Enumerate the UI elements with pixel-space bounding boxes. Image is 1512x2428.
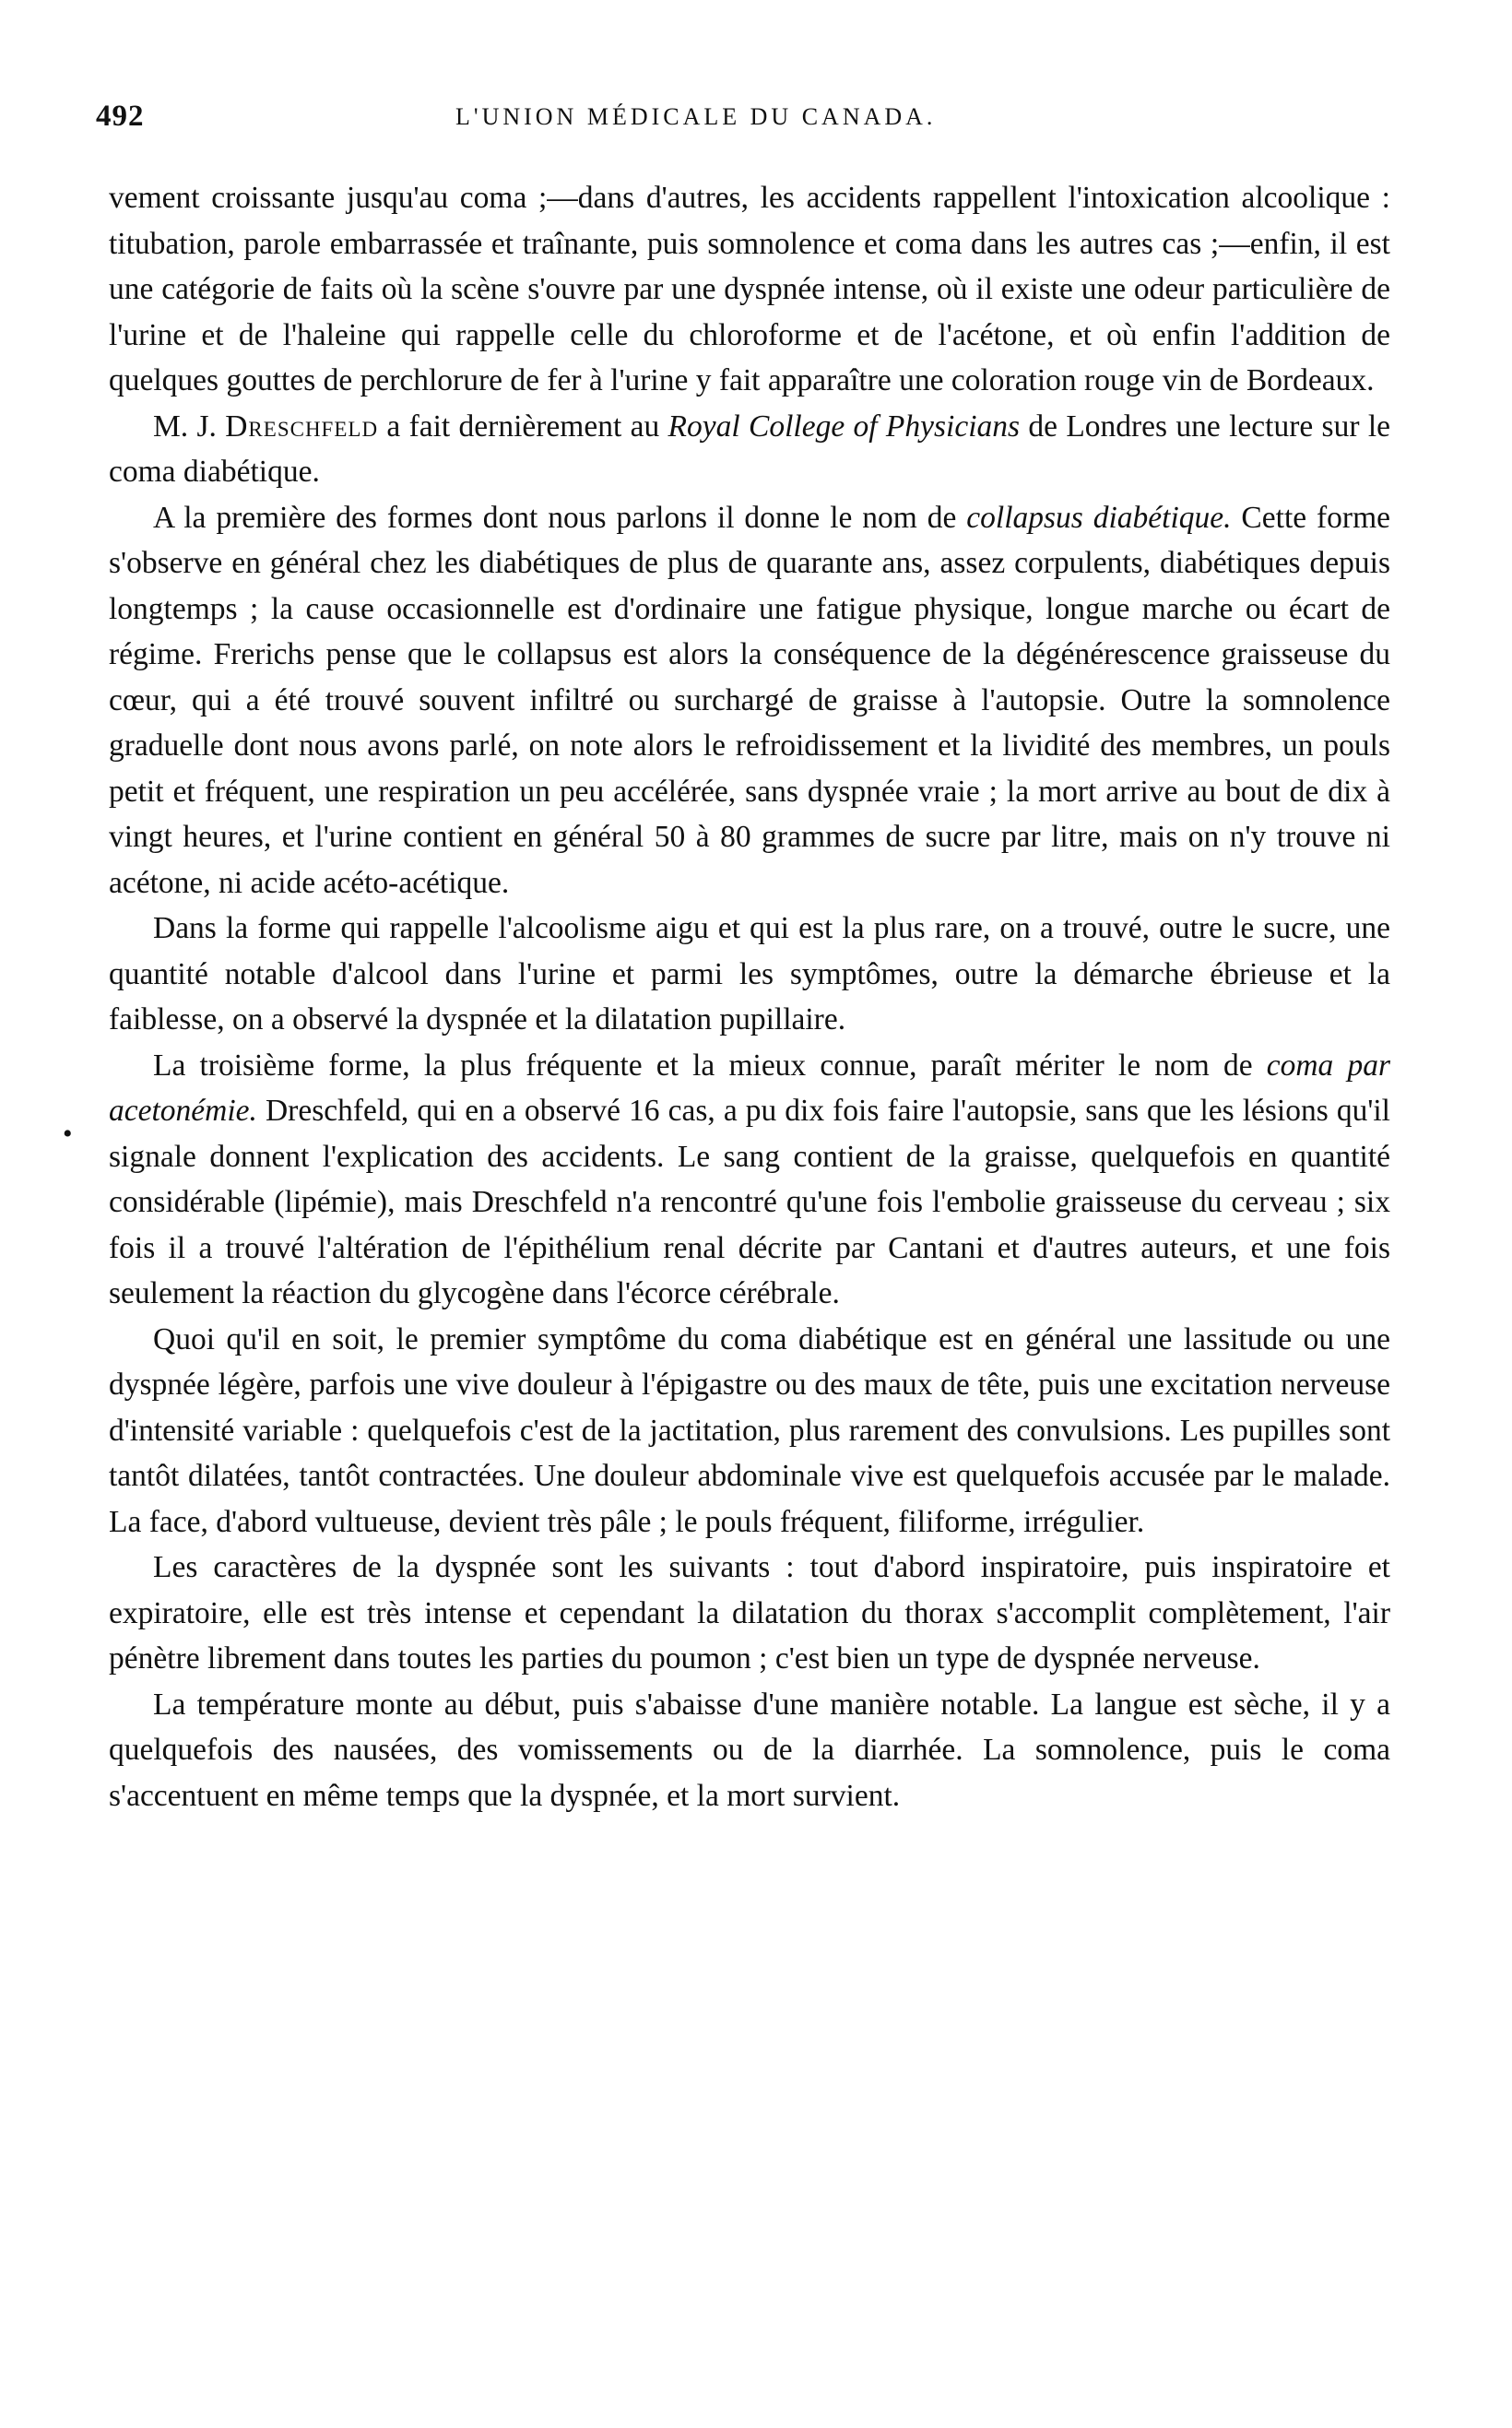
- body-text: [109, 175, 1390, 1818]
- term-acetonemie: coma par acetonémie.: [109, 1048, 1390, 1128]
- paragraph-text: Quoi qu'il en soit, le premier symptôme du coma diabétique est en général une lassitude ou une dyspnée légère, parfois une vive douleur à l'épigastre ou des maux de tête, puis une excitation nerveuse d'intensité variable : quelquefois c'est de la jactitation, plus rarement des convulsions. Les pupilles sont tantôt dilatées, tantôt contractées. Une douleur abdominale vive est quelquefois accusée par le malade. La face, d'abord vultueuse, devient très pâle ; le pouls fréquent, filiforme, irrégulier.: [109, 1321, 1390, 1539]
- paragraph-text: Dreschfeld, qui en a observé 16 cas, a pu dix fois faire l'autopsie, sans que les lésions qu'il signale donnent l'explication des accidents. Le sang contient de la graisse, quelquefois en quantité considérable (lipémie), mais Dreschfeld n'a rencontré qu'une fois l'embolie graisseuse du cerveau ; six fois il a trouvé l'altération de l'épithélium renal décrite par Cantani et d'autres auteurs, et une fois seulement la réaction du glycogène dans l'écorce cérébrale.: [109, 1094, 1390, 1310]
- margin-dot-mark: •: [63, 1119, 73, 1149]
- paragraph-text: Cette forme s'observe en général chez les diabétiques de plus de quarante ans, assez corpulents, diabétiques depuis longtemps ; la cause occasionnelle est d'ordinaire une fatigue physique, longue marche ou écart de régime. Frerichs pense que le collapsus est alors la conséquence de la dégénérescence graisseuse du cœur, qui a été trouvé souvent infiltré ou surchargé de graisse à l'autopsie. Outre la somnolence graduelle dont nous avons parlé, on note alors le refroidissement et la lividité des membres, un pouls petit et fréquent, une respiration un peu accélérée, sans dyspnée vraie ; la mort arrive au bout de dix à vingt heures, et l'urine contient en général 50 à 80 grammes de sucre par litre, mais on n'y trouve ni acétone, ni acide acéto-acétique.: [109, 500, 1391, 900]
- paragraph-collapsus: [109, 495, 1390, 906]
- paragraph-text: Dans la forme qui rappelle l'alcoolisme aigu et qui est la plus rare, on a trouvé, outre le sucre, une quantité notable d'alcool dans l'urine et parmi les symptômes, outre la démarche ébrieuse et la faiblesse, on a observé la dyspnée et la dilatation pupillaire.: [109, 911, 1390, 1036]
- paragraph-text: de Londres une lecture sur le coma diabétique.: [109, 409, 1391, 489]
- page-header: [96, 100, 1442, 136]
- paragraph-temperature: [109, 1682, 1390, 1819]
- paragraph-dreschfeld-lecture: [109, 404, 1390, 495]
- paragraph-text: Les caractères de la dyspnée sont les suivants : tout d'abord inspiratoire, puis inspiratoire et expiratoire, elle est très intense et cependant la dilatation du thorax s'accomplit complètement, l'air pénètre librement dans toutes les parties du poumon ; c'est bien un type de dyspnée nerveuse.: [109, 1550, 1390, 1676]
- paragraph-symptomes: [109, 1317, 1390, 1546]
- paragraph-continuation: [109, 175, 1390, 404]
- term-collapsus: collapsus diabétique.: [966, 500, 1232, 535]
- paragraph-text: A la première des formes dont nous parlons il donne le nom de: [153, 500, 967, 535]
- running-head: L'UNION MÉDICALE DU CANADA.: [455, 103, 937, 130]
- paragraph-dyspnee: [109, 1545, 1390, 1682]
- institution-name: Royal College of Physicians: [667, 409, 1021, 444]
- paragraph-text: vement croissante jusqu'au coma ;—dans d'autres, les accidents rappellent l'intoxication alcoolique : titubation, parole embarrassée et traînante, puis somnolence et coma dans les autres cas ;—enfin, il est une catégorie de faits où la scène s'ouvre par une dyspnée intense, où il existe une odeur particulière de l'urine et de l'haleine qui rappelle celle du chloroforme et de l'acétone, et où enfin l'addition de quelques gouttes de perchlorure de fer à l'urine y fait apparaître une coloration rouge vin de Bordeaux.: [109, 181, 1390, 397]
- paragraph-text: La troisième forme, la plus fréquente et la mieux connue, paraît mériter le nom de: [153, 1048, 1267, 1083]
- paragraph-acetonemie: [109, 1043, 1390, 1317]
- paragraph-alcoolisme: [109, 906, 1390, 1043]
- paragraph-text: La température monte au début, puis s'abaisse d'une manière notable. La langue est sèche, il y a quelquefois des nausées, des vomissements ou de la diarrhée. La somnolence, puis le coma s'accentuent en même temps que la dyspnée, et la mort survient.: [109, 1687, 1390, 1813]
- paragraph-text: M. J.: [153, 409, 226, 444]
- page-number: 492: [96, 100, 145, 133]
- paragraph-text: a fait dernièrement au: [378, 409, 668, 444]
- author-name: Dreschfeld: [225, 409, 379, 444]
